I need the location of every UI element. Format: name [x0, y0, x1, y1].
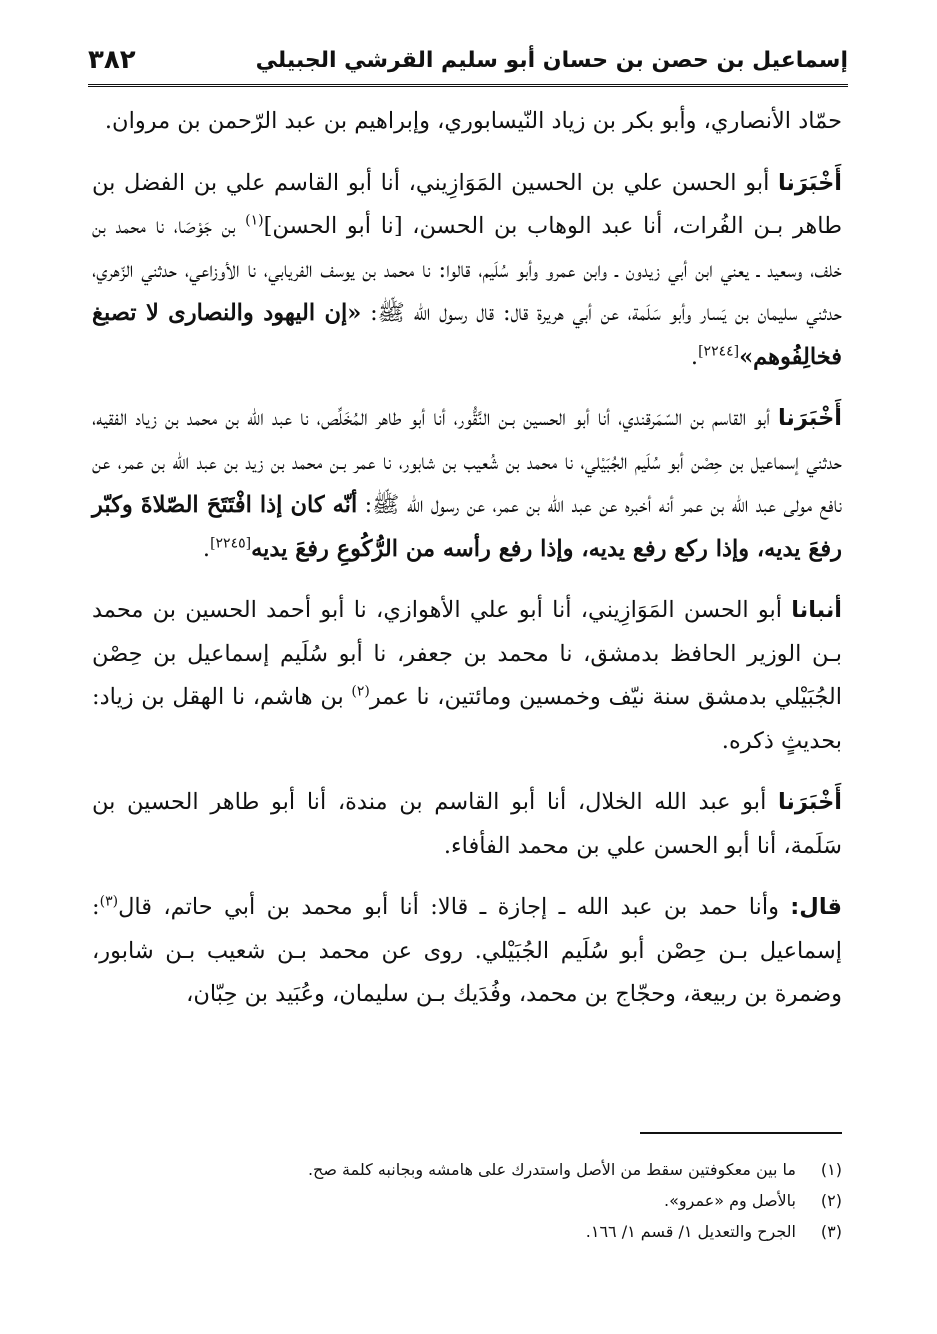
- paragraph-text: بن هاشم، نا الهقل بن زياد: بحديثٍ ذكره.: [92, 684, 842, 754]
- running-title: إسماعيل بن حصن بن حسان أبو سليم القرشي الجبيلي: [255, 47, 848, 73]
- isnad-lead-word: أَخْبَرَنا: [777, 789, 842, 815]
- isnad-lead-word: أَخْبَرَنا: [777, 169, 842, 196]
- paragraph-2: [92, 162, 842, 380]
- page-header: [88, 36, 848, 87]
- hadith-reference: [٢٢٤٥]: [210, 535, 252, 551]
- page-number: ٣٨٢: [88, 45, 136, 75]
- paragraph-text: أبو الحسن علي بن الحسين المَوَازِيني، أنا أبو القاسم علي بن الفضل بن طاهر بـن الفُرات، أنا عبد الوهاب بن الحسن، [نا أبو الحسن]: [92, 169, 842, 239]
- paragraph-6: [92, 886, 842, 1017]
- hadith-text: «إن اليهود والنصارى لا تصبغ فخالِفُوهم»: [92, 300, 842, 370]
- paragraph-text: : إسماعيل بـن حِصْن أبو سُلَيم الجُبَيْلي. روى عن محمد بـن شعيب بـن شابور، وضمرة بن ربيعة، وحجّاج بن محمد، وفُدَيك بـن سليمان، وعُبَيد بن حِبّان،: [92, 894, 842, 1007]
- footnote-2: [130, 1185, 842, 1216]
- paragraph-5: [92, 781, 842, 868]
- hadith-text: أنّه كان إذا افْتَتَحَ الصّلاةَ وكبّر رفعَ يديه، وإذا ركع رفع يديه، وإذا رفع رأسه من الرُّكُوعِ رفعَ يديه: [92, 492, 842, 562]
- paragraph-text: أبو عبد الله الخلال، أنا أبو القاسم بن مندة، أنا أبو طاهر الحسين بن سَلَمة، أنا أبو الحسن علي بن محمد الفأفاء.: [92, 789, 842, 859]
- footnote-divider: [640, 1132, 842, 1134]
- footnotes: [130, 1154, 842, 1247]
- footnote-number: (٣): [820, 1222, 842, 1241]
- isnad-lead-word: أنبانا: [791, 597, 842, 623]
- footnote-number: (١): [820, 1160, 842, 1179]
- footnote-text: بالأصل وم «عمرو».: [664, 1191, 796, 1210]
- isnad-lead-word: أَخْبَرَنا: [777, 405, 842, 431]
- paragraph-text: بن جَوْصَا، نا محمد بن خلف، وسعيد ـ يعني ابن أبي زيدون ـ وابن عمرو وأبو سُلَيم، قالوا: نا محمد بن يوسف الفريابي، نا الأوزاعي، حدثني الزّهري، حدثني سليمان بن يَسار وأبو سَلَمة، عن أبي هريرة قال: قال رسول الله ﷺ:: [92, 213, 843, 326]
- footnote-marker: (٣): [99, 893, 119, 910]
- footnote-3: [130, 1216, 842, 1247]
- paragraph-text: أبو الحسن المَوَازِيني، أنا أبو علي الأهوازي، نا أبو أحمد الحسين بن محمد بـن الوزير الحافظ بدمشق، نا محمد بن جعفر، نا أبو سُلَيم إسماعيل بن حِصْن الجُبَيْلي بدمشق سنة نيّف وخمسين ومائتين، نا عمر: [92, 597, 842, 710]
- paragraph-end: .: [690, 343, 699, 370]
- paragraph-text: وأنا حمد بن عبد الله ـ إجازة ـ قالا: أنا أبو محمد بن أبي حاتم، قال: [118, 894, 791, 920]
- paragraph-text: حمّاد الأنصاري، وأبو بكر بن زياد النّيسابوري، وإبراهيم بن عبد الرّحمن بن مروان.: [104, 108, 842, 134]
- main-text: [92, 100, 842, 1035]
- footnote-marker: (١): [245, 212, 264, 229]
- footnote-1: [130, 1154, 842, 1185]
- paragraph-1: [92, 100, 842, 144]
- paragraph-end: .: [202, 535, 211, 562]
- paragraph-4: [92, 589, 842, 763]
- isnad-lead-word: قال:: [790, 894, 842, 920]
- footnote-marker: (٢): [351, 683, 370, 700]
- paragraph-text: أبو القاسم بن السّمَرقندي، أنا أبو الحسين بـن النَّقُّور، أنا أبو طاهر المُخَلِّص، نا عبد الله بن محمد بن زياد الفقيه، حدثني إسماعيل بن حِصْن أبو سُلَيم الجُبَيْلي، نا محمد بن شُعيب بن شابور، نا عمر بـن محمد بن زيد بن عبد الله بن عمر، عن نافع مولى عبد الله بن عمر أنه أخبره عن عبد الله بن عمر، عن رسول الله ﷺ:: [92, 405, 842, 518]
- footnote-text: الجرح والتعديل ١/ قسم ١/ ١٦٦.: [585, 1222, 796, 1241]
- paragraph-3: [92, 397, 842, 571]
- footnote-number: (٢): [820, 1191, 842, 1210]
- footnote-text: ما بين معكوفتين سقط من الأصل واستدرك على هامشه وبجانبه كلمة صح.: [307, 1160, 796, 1179]
- hadith-reference: [٢٢٤٤]: [698, 343, 740, 359]
